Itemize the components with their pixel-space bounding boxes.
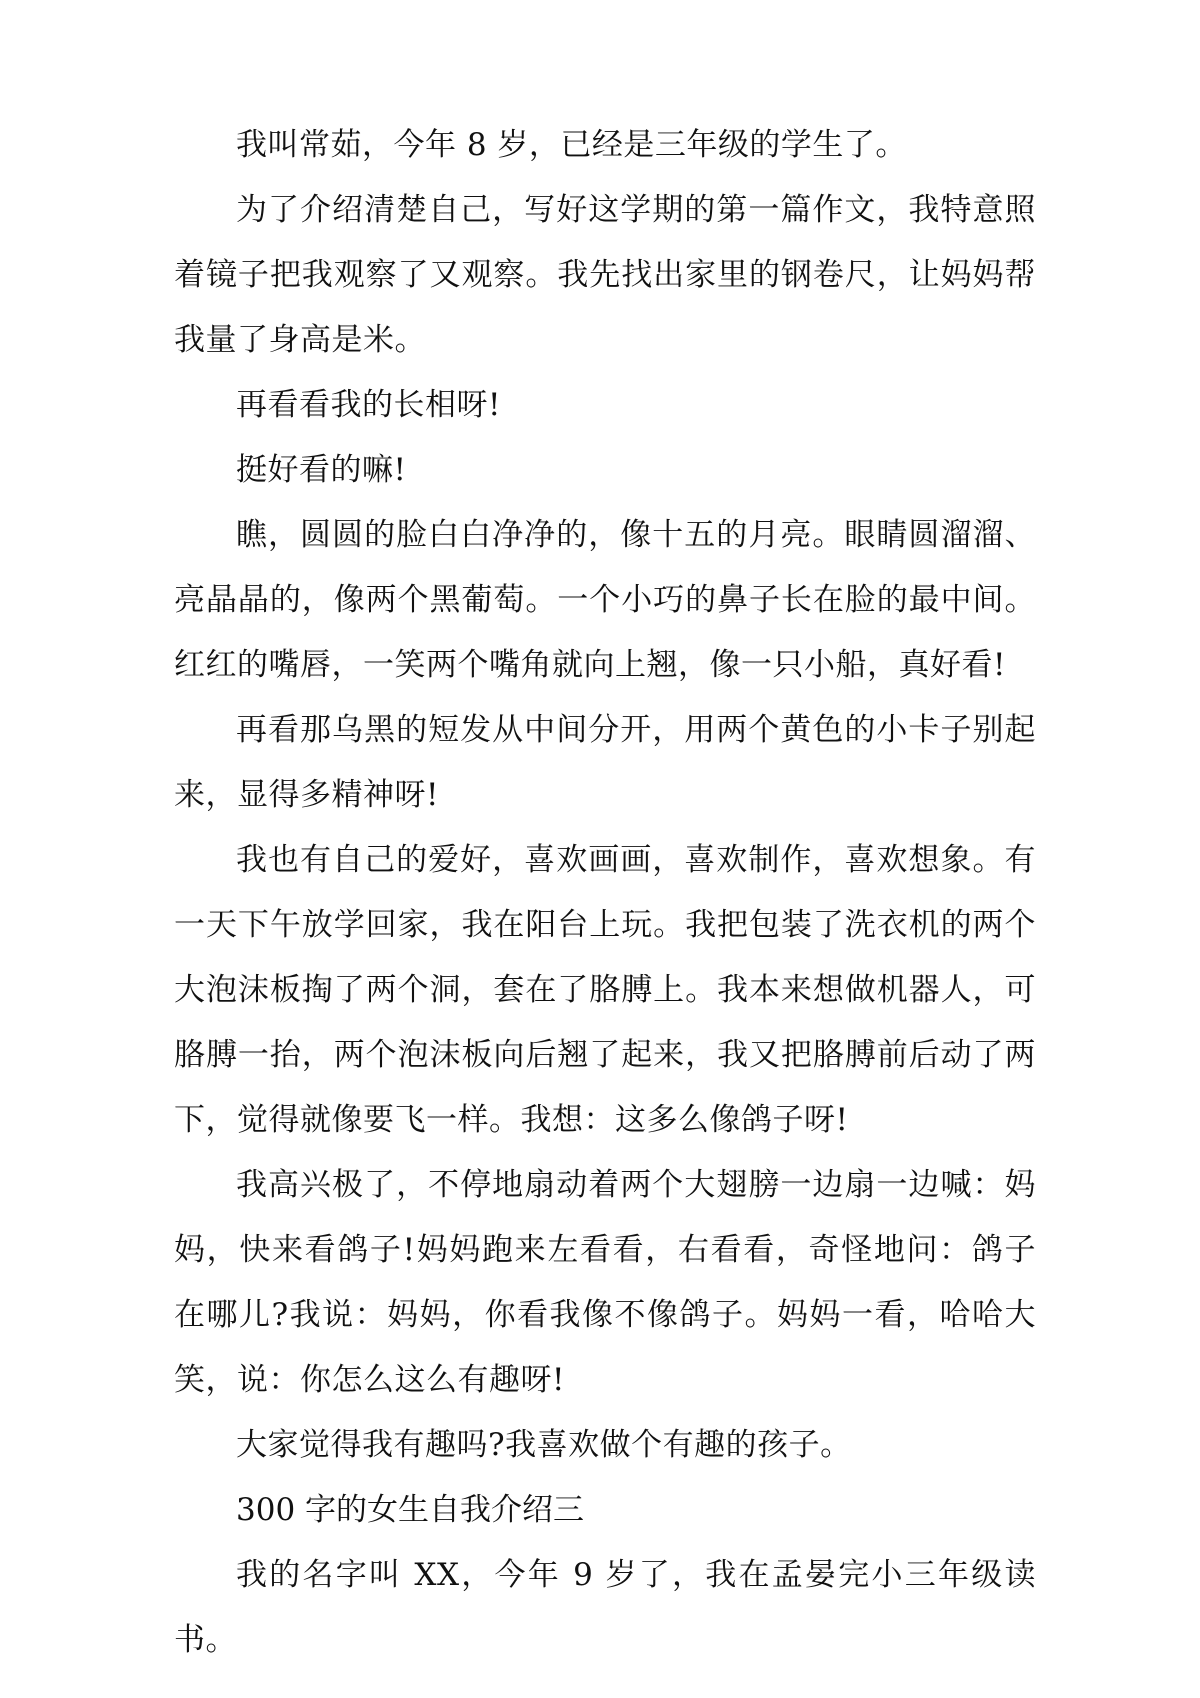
paragraph-measure-height: 为了介绍清楚自己，写好这学期的第一篇作文，我特意照着镜子把我观察了又观察。我先找出家里的钢卷尺，让妈妈帮我量了身高是米。 [174,192,1036,358]
paragraph-conclusion: 大家觉得我有趣吗?我喜欢做个有趣的孩子。 [236,1427,852,1463]
paragraph-hair-description: 再看那乌黑的短发从中间分开，用两个黄色的小卡子别起来，显得多精神呀! [174,712,1036,813]
section-heading: 300 字的女生自我介绍三 [236,1492,585,1528]
paragraph-face-description: 瞧，圆圆的脸白白净净的，像十五的月亮。眼睛圆溜溜、亮晶晶的，像两个黑葡萄。一个小巧的鼻子长在脸的最中间。红红的嘴唇，一笑两个嘴角就向上翘，像一只小船，真好看! [174,517,1036,683]
paragraph-looks-good: 挺好看的嘛! [236,452,407,488]
paragraph-second-intro: 我的名字叫 XX，今年 9 岁了，我在孟晏完小三年级读书。 [174,1557,1036,1658]
paragraph-look-appearance: 再看看我的长相呀! [236,387,501,423]
paragraph-intro-name: 我叫常茹，今年 8 岁，已经是三年级的学生了。 [236,127,907,163]
document-body [174,113,1036,1673]
paragraph-pigeon-story: 我高兴极了，不停地扇动着两个大翅膀一边扇一边喊：妈妈，快来看鸽子!妈妈跑来左看看，右看看，奇怪地问：鸽子在哪儿?我说：妈妈，你看我像不像鸽子。妈妈一看，哈哈大笑，说：你怎么这么有趣呀! [174,1167,1036,1398]
paragraph-hobbies: 我也有自己的爱好，喜欢画画，喜欢制作，喜欢想象。有一天下午放学回家，我在阳台上玩。我把包装了洗衣机的两个大泡沫板掏了两个洞，套在了胳膊上。我本来想做机器人，可胳膊一抬，两个泡沫板向后翘了起来，我又把胳膊前后动了两下，觉得就像要飞一样。我想：这多么像鸽子呀! [174,842,1036,1138]
